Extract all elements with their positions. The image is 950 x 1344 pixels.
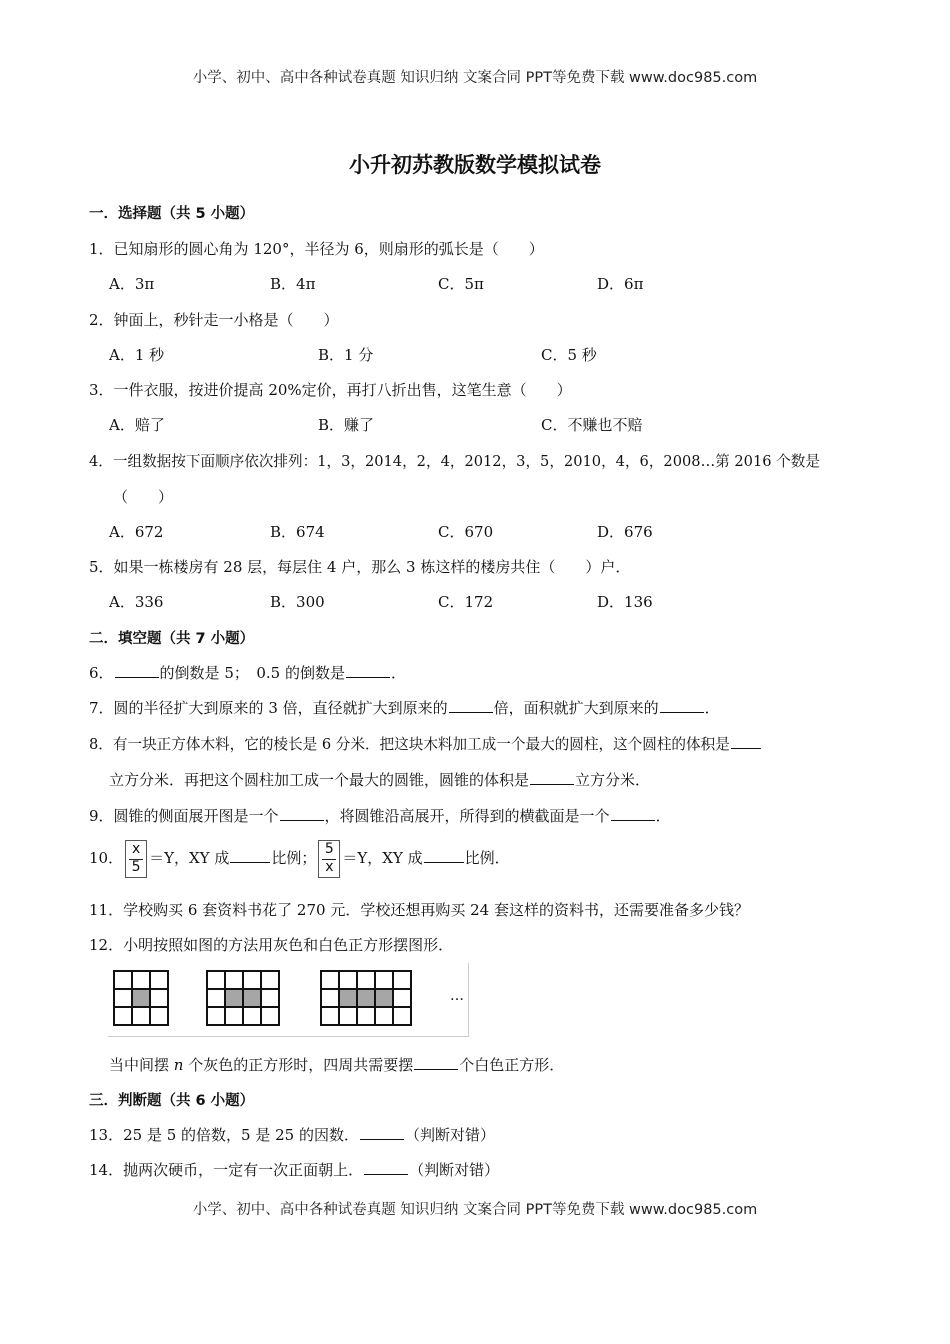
- question-5-stem: 5．如果一栋楼房有 28 层，每层住 4 户，那么 3 栋这样的楼房共住（ ）户．: [89, 558, 631, 576]
- question-5-option-d: D．136: [597, 593, 653, 611]
- question-7: [89, 697, 720, 718]
- question-4-stem: 4．一组数据按下面顺序依次排列：1，3，2014，2，4，2012，3，5，2010，4，6，2008…第 2016 个数是: [89, 453, 820, 470]
- fraction-denominator: 5: [131, 859, 141, 875]
- white-square: [393, 1007, 411, 1025]
- white-square: [150, 1007, 168, 1025]
- question-1-option-c: C．5π: [438, 275, 484, 293]
- answer-blank[interactable]: [360, 1125, 404, 1140]
- white-square: [261, 989, 279, 1007]
- answer-blank[interactable]: [230, 848, 270, 863]
- fraction-5-over-x: [318, 840, 340, 878]
- question-6-text-c: ．: [390, 664, 406, 682]
- question-10-text-b: ＝Y，XY 成: [149, 849, 230, 867]
- continuation-dots: …: [450, 988, 464, 1004]
- white-square: [393, 989, 411, 1007]
- white-square: [225, 1007, 243, 1025]
- white-square: [375, 1007, 393, 1025]
- question-1-option-d: D．6π: [597, 275, 644, 293]
- question-3-option-b: B．赚了: [318, 416, 375, 434]
- question-5-option-a: A．336: [109, 593, 164, 611]
- question-10-number: 10．: [89, 849, 124, 867]
- question-14-text-b: （判断对错）: [409, 1161, 500, 1179]
- question-8-text-b: 立方分米．再把这个圆柱加工成一个最大的圆锥，圆锥的体积是: [109, 771, 530, 789]
- question-10-text-d: ＝Y，XY 成: [342, 849, 423, 867]
- gray-square: [243, 989, 261, 1007]
- question-14-text-a: 14．抛两次硬币，一定有一次正面朝上．: [89, 1161, 364, 1179]
- question-9-text-c: ．: [655, 807, 671, 825]
- answer-blank[interactable]: [346, 663, 390, 678]
- square-pattern-figure: [108, 963, 469, 1037]
- white-square: [114, 1007, 132, 1025]
- white-square: [261, 971, 279, 989]
- gray-square: [339, 989, 357, 1007]
- answer-blank[interactable]: [611, 806, 655, 821]
- answer-blank[interactable]: [115, 663, 159, 678]
- question-8-text-c: 立方分米．: [575, 771, 651, 789]
- section-heading-fill-in: 二．填空题（共 7 小题）: [89, 631, 255, 647]
- white-square: [339, 1007, 357, 1025]
- answer-blank[interactable]: [364, 1160, 408, 1175]
- question-2-option-b: B．1 分: [318, 346, 374, 364]
- question-7-text-c: ．: [704, 699, 720, 717]
- question-10: [89, 840, 510, 878]
- white-square: [207, 1007, 225, 1025]
- white-square: [132, 1007, 150, 1025]
- answer-blank[interactable]: [530, 770, 574, 785]
- question-4-option-a: A．672: [109, 523, 164, 541]
- white-square: [321, 989, 339, 1007]
- question-9-text-a: 9．圆锥的侧面展开图是一个: [89, 807, 279, 825]
- white-square: [207, 971, 225, 989]
- question-2-option-a: A．1 秒: [109, 346, 165, 364]
- white-square: [393, 971, 411, 989]
- answer-blank[interactable]: [280, 806, 324, 821]
- question-12-text-c: 个白色正方形．: [459, 1056, 565, 1074]
- question-8-text-a: 8．有一块正方体木料，它的棱长是 6 分米．把这块木料加工成一个最大的圆柱，这个圆柱的体积是: [89, 736, 730, 753]
- question-8-line-2: [109, 769, 650, 790]
- question-4-option-c: C．670: [438, 523, 494, 541]
- question-2-option-c: C．5 秒: [541, 346, 597, 364]
- answer-blank[interactable]: [414, 1055, 458, 1070]
- question-14: [89, 1159, 499, 1180]
- footer-banner: 小学、初中、高中各种试卷真题 知识归纳 文案合同 PPT等免费下载 www.doc985.com: [192, 1202, 758, 1218]
- page-title: 小升初苏教版数学模拟试卷: [349, 153, 601, 177]
- white-square: [150, 971, 168, 989]
- question-13-text-a: 13．25 是 5 的倍数，5 是 25 的因数．: [89, 1126, 359, 1144]
- white-square: [357, 971, 375, 989]
- white-square: [225, 971, 243, 989]
- question-6-text-b: 的倒数是 5； 0.5 的倒数是: [159, 664, 345, 682]
- white-square: [114, 971, 132, 989]
- answer-blank[interactable]: [424, 848, 464, 863]
- question-9-text-b: ，将圆锥沿高展开，所得到的横截面是一个: [324, 807, 610, 825]
- question-4-stem-continued: （ ）: [113, 488, 174, 506]
- question-9: [89, 805, 671, 826]
- question-7-text-a: 7．圆的半径扩大到原来的 3 倍，直径就扩大到原来的: [89, 699, 448, 717]
- question-8-line-1: [89, 733, 762, 754]
- fraction-x-over-5: [125, 840, 147, 878]
- white-square: [132, 971, 150, 989]
- question-3-option-c: C．不赚也不赔: [541, 416, 643, 434]
- question-11-stem: 11．学校购买 6 套资料书花了 270 元．学校还想再购买 24 套这样的资料书，还需要准备多少钱？: [89, 901, 749, 919]
- question-1-option-a: A．3π: [109, 275, 155, 293]
- gray-square: [375, 989, 393, 1007]
- answer-blank[interactable]: [731, 734, 761, 749]
- white-square: [357, 1007, 375, 1025]
- question-2-stem: 2．钟面上，秒针走一小格是（ ）: [89, 311, 339, 329]
- white-square: [150, 989, 168, 1007]
- fraction-denominator: x: [325, 859, 334, 875]
- section-heading-choice: 一．选择题（共 5 小题）: [89, 206, 255, 222]
- question-4-option-d: D．676: [597, 523, 653, 541]
- gray-square: [357, 989, 375, 1007]
- white-square: [114, 989, 132, 1007]
- white-square: [243, 971, 261, 989]
- question-12-text-a: 当中间摆: [109, 1056, 174, 1074]
- question-12-prompt: [109, 1054, 564, 1075]
- question-5-option-c: C．172: [438, 593, 494, 611]
- question-3-stem: 3．一件衣服，按进价提高 20%定价，再打八折出售，这笔生意（ ）: [89, 381, 572, 399]
- question-10-text-c: 比例；: [271, 849, 317, 867]
- header-banner: 小学、初中、高中各种试卷真题 知识归纳 文案合同 PPT等免费下载 www.doc985.com: [192, 70, 758, 86]
- white-square: [375, 971, 393, 989]
- white-square: [261, 1007, 279, 1025]
- question-13-text-b: （判断对错）: [404, 1126, 495, 1144]
- white-square: [321, 971, 339, 989]
- gray-square: [132, 989, 150, 1007]
- answer-blank[interactable]: [449, 698, 493, 713]
- question-1-stem: 1．已知扇形的圆心角为 120°，半径为 6，则扇形的弧长是（ ）: [89, 240, 544, 258]
- variable-n: n: [173, 1056, 184, 1074]
- section-heading-true-false: 三．判断题（共 6 小题）: [89, 1093, 255, 1109]
- question-6-text-a: 6．: [89, 664, 114, 682]
- gray-square: [225, 989, 243, 1007]
- question-4-option-b: B．674: [270, 523, 325, 541]
- fraction-numerator: x: [131, 841, 141, 857]
- white-square: [339, 971, 357, 989]
- question-7-text-b: 倍，面积就扩大到原来的: [493, 699, 659, 717]
- question-6: [89, 662, 406, 683]
- question-12-stem: 12．小明按照如图的方法用灰色和白色正方形摆图形．: [89, 936, 454, 954]
- question-10-text-e: 比例．: [464, 849, 510, 867]
- question-1-option-b: B．4π: [270, 275, 316, 293]
- question-5-option-b: B．300: [270, 593, 325, 611]
- question-3-option-a: A．赔了: [109, 416, 165, 434]
- question-12-text-b: 个灰色的正方形时，四周共需要摆: [183, 1056, 414, 1074]
- white-square: [243, 1007, 261, 1025]
- white-square: [207, 989, 225, 1007]
- question-13: [89, 1124, 495, 1145]
- white-square: [321, 1007, 339, 1025]
- answer-blank[interactable]: [660, 698, 704, 713]
- fraction-numerator: 5: [324, 841, 334, 857]
